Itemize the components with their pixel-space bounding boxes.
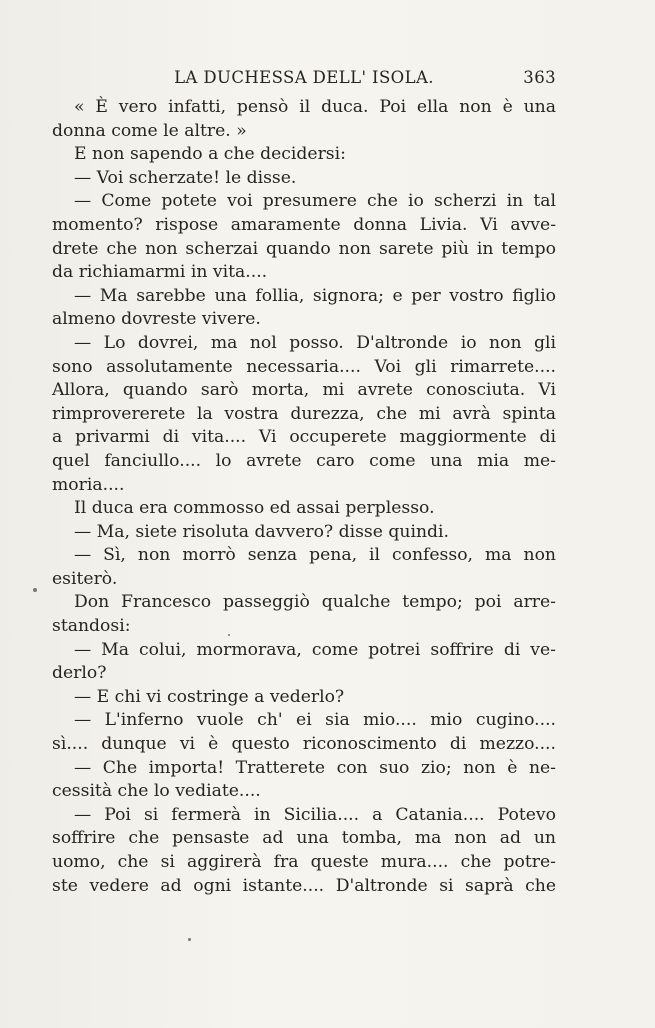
text-line: derlo? [52,663,107,684]
ink-speck [228,634,230,636]
text-line: Don Francesco passeggiò qualche tempo; poi arre- [74,592,556,613]
text-line: ste vedere ad ogni istante.... D'altronde si saprà che [52,875,556,896]
text-line: quel fanciullo.... lo avrete caro come una mia me- [52,450,556,471]
text-line: sono assolutamente necessaria.... Voi gli rimarrete.... [52,356,556,377]
text-line: — L'inferno vuole ch' ei sia mio.... mio cugino.... [74,710,556,731]
text-line: — Ma, siete risoluta davvero? disse quindi. [74,521,449,542]
text-line: — Sì, non morrò senza pena, il confesso, ma non [74,545,556,566]
text-line: esiterò. [52,568,118,589]
text-line: donna come le altre. » [52,120,247,141]
text-line: « È vero infatti, pensò il duca. Poi ella non è una [74,97,556,117]
text-line: da richiamarmi in vita.... [52,262,268,283]
page-number: 363 [523,68,556,87]
text-line: drete che non scherzai quando non sarete più in tempo [52,238,556,259]
text-line: E non sapendo a che decidersi: [74,144,346,165]
text-line: — Come potete voi presumere che io scherzi in tal [74,191,556,212]
text-line: a privarmi di vita.... Vi occuperete maggiormente di [52,427,556,448]
text-line: — Ma sarebbe una follia, signora; e per vostro figlio [74,285,556,306]
text-line: — E chi vi costringe a vederlo? [74,686,345,707]
text-line: moria.... [52,474,125,495]
running-title: LA DUCHESSA DELL' ISOLA. [174,68,434,87]
text-line: sì.... dunque vi è questo riconoscimento di mezzo.... [52,734,556,755]
text-line: uomo, che si aggirerà fra queste mura.... che potre- [52,852,556,872]
text-line: — Ma colui, mormorava, come potrei soffrire di ve- [74,639,556,660]
text-line: — Poi si fermerà in Sicilia.... a Catania.... Potevo [74,804,556,825]
page-header [52,64,556,88]
text-line: Il duca era commosso ed assai perplesso. [74,498,435,519]
text-line: standosi: [52,616,131,637]
text-line: almeno dovreste vivere. [52,309,261,330]
text-line: rimprovererete la vostra durezza, che mi avrà spinta [52,403,556,424]
text-line: cessità che lo vediate.... [52,781,261,802]
text-line: Allora, quando sarò morta, mi avrete conosciuta. Vi [52,380,556,401]
text-line: — Voi scherzate! le disse. [74,167,297,188]
text-line: momento? rispose amaramente donna Livia. Vi avve- [52,214,556,235]
page-body-text [52,96,556,898]
ink-speck [33,588,37,592]
ink-speck [188,938,191,941]
text-line: soffrire che pensaste ad una tomba, ma non ad un [52,828,556,849]
text-line: — Che importa! Tratterete con suo zio; non è ne- [74,757,556,778]
text-line: — Lo dovrei, ma nol posso. D'altronde io non gli [74,332,556,353]
